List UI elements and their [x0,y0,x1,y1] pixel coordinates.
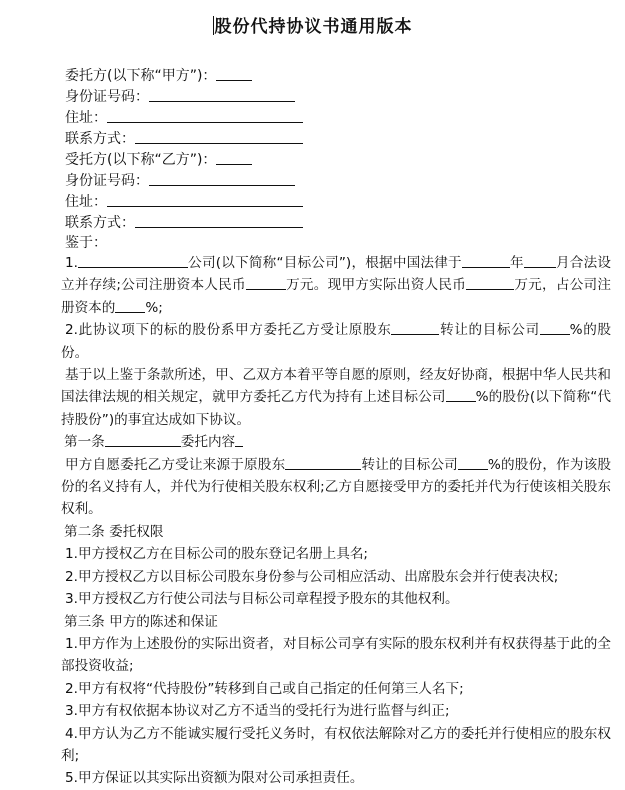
blank-field[interactable] [462,253,510,268]
article-3-item: 4.甲方认为乙方不能诚实履行受托义务时，有权依法解除对乙方的委托并行使相应的股东权利; [61,725,611,764]
blank-field[interactable] [135,128,303,144]
principal-contact-line: 联系方式： [65,128,303,149]
blank-field[interactable] [78,253,188,268]
article-3-item: 5.甲方保证以其实际出资额为限对公司承担责任。 [65,770,364,787]
blank-field[interactable] [135,212,303,228]
blank-field[interactable] [246,275,286,290]
recital-2: 2.此协议项下的标的股份系甲方委托乙方受让原股东 转让的目标公司 %的股份。 [61,322,612,361]
article-2-item: 3.甲方授权乙方行使公司法与目标公司章程授予股东的其他权利。 [65,591,459,608]
article-1-heading: 第一条 委托内容 [61,431,611,453]
agent-address-line: 住址： [65,191,303,212]
document-title: 股份代持协议书通用版本 [214,17,413,37]
recital-3: 基于以上鉴于条款所述，甲、乙双方本着平等自愿的原则，经友好协商，根据中华人民共和国法律法规的相关规定，就甲方委托乙方代为持有上述目标公司 %的股份(以下简称“代持股份”)的事宜达成如下协议。 [61,367,612,428]
text-cursor [213,16,214,35]
blank-field[interactable] [458,455,488,470]
blank-field[interactable] [391,320,439,335]
agent-contact-line: 联系方式： [65,212,303,233]
principal-id-line: 身份证号码： [65,86,303,107]
principal-name-line: 委托方(以下称“甲方”)： [65,65,303,86]
blank-field[interactable] [216,65,252,81]
principal-address-line: 住址： [65,107,303,128]
whereas-label: 鉴于： [65,235,107,251]
blank-field[interactable] [524,253,556,268]
blank-field[interactable] [446,387,476,402]
article-2-item: 1.甲方授权乙方在目标公司的股东登记名册上具名; [65,546,369,563]
agreement-body [61,252,611,790]
recital-1: 1. 公司(以下简称“目标公司”)，根据中国法律于 年 月合法设立并存续;公司注册资本人民币 万元。现甲方实际出资人民币 万元，占公司注册资本的 %; [61,255,611,316]
blank-field[interactable] [149,86,295,102]
blank-field[interactable] [285,455,361,470]
blank-field[interactable] [149,170,295,186]
article-1-text: 甲方自愿委托乙方受让来源于原股东 转让的目标公司 %的股份，作为该股份的名义持有人，并代为行使相关股东权利;乙方自愿接受甲方的委托并代为行使该相关股东权利。 [61,456,612,518]
agent-name-line: 受托方(以下称“乙方”)： [65,149,303,170]
article-2-item: 2.甲方授权乙方以目标公司股东身份参与公司相应活动、出席股东会并行使表决权; [65,568,559,585]
blank-field[interactable] [107,107,303,123]
blank-field[interactable] [466,275,514,290]
agent-id-line: 身份证号码： [65,170,303,191]
blank-field[interactable] [235,432,243,447]
article-3-item: 2.甲方有权将“代持股份”转移到自己或自己指定的任何第三人名下; [65,680,464,697]
blank-field[interactable] [540,320,570,335]
article-2-heading: 第二条 委托权限 [64,523,164,540]
party-fields [65,65,303,254]
blank-field[interactable] [115,298,145,313]
article-3-heading: 第三条 甲方的陈述和保证 [64,613,218,630]
blank-field[interactable] [107,191,303,207]
blank-field[interactable] [105,432,181,447]
article-3-item: 1.甲方作为上述股份的实际出资者，对目标公司享有实际的股东权利并有权获得基于此的全部投资收益; [61,635,611,675]
article-3-item: 3.甲方有权依据本协议对乙方不适当的受托行为进行监督与纠正; [65,703,450,720]
blank-field[interactable] [216,149,252,165]
